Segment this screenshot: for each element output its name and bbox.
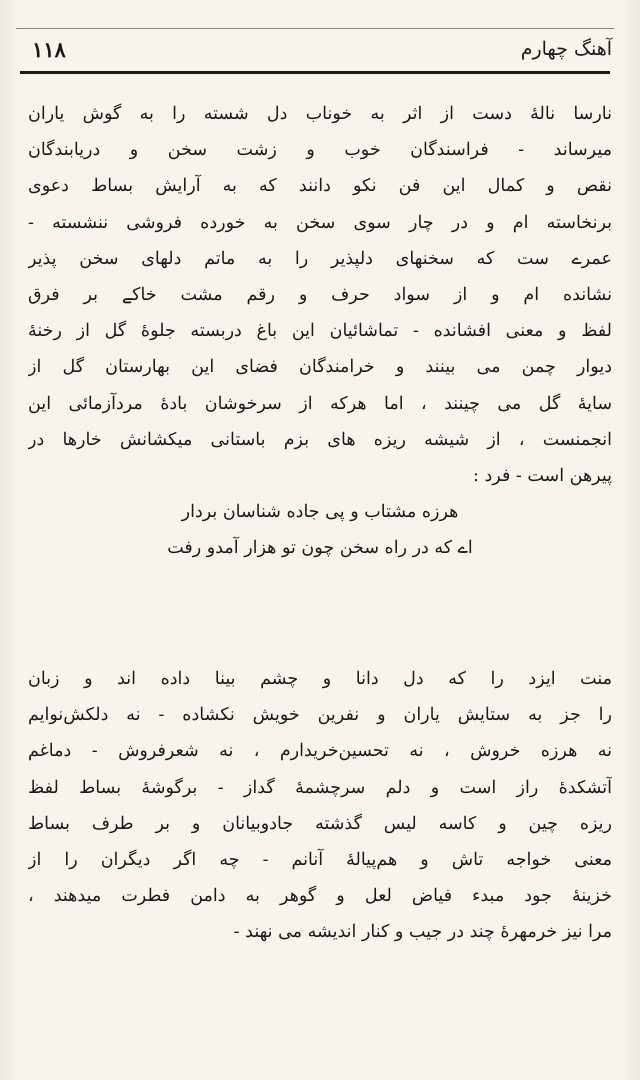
text-line: انجمنست ، از شیشه ریزه های بزم باستانی میکشانش خارها در [28, 429, 612, 450]
header-rule [20, 71, 610, 74]
verse-line: اے که در راه سخن چون تو هزار آمدو رفت [167, 538, 473, 559]
text-line: عمرے ست که سخنهای دلپذیر را به ماتم دلهای سخن پذیر [28, 248, 612, 269]
text-line: دیوار چمن می بینند و خرامندگان فضای این بهارستان گل از [28, 357, 612, 378]
text-line: پیرهن است - فرد : [473, 465, 612, 486]
text-line: نارسا نالهٔ دست از اثر به خوناب دل شسته را به گوش یاران [28, 104, 612, 124]
text-line: نشانده ام و از سواد حرف و رقم مشت خاکے بر فرق [28, 284, 612, 305]
top-edge-rule [16, 28, 614, 29]
text-line: میرساند - فراسندگان خوب و زشت سخن و دریابندگان [28, 140, 612, 161]
text-line: نه هرزه خروش ، نه تحسین‌خریدارم ، نه شعرفروش - دماغم [28, 741, 612, 762]
running-title: آهنگ چهارم [520, 38, 612, 60]
paragraph-2 [28, 661, 612, 951]
text-line: برنخاسته ام و در چار سوی سخن به خورده فروشی ننشسته - [28, 212, 612, 233]
text-line: لفظ و معنی افشانده - تماشائیان این باغ دربسته جلوهٔ گل از رخنهٔ [28, 321, 612, 342]
page-header [24, 34, 612, 70]
verse-line: هرزه مشتاب و پی جاده شناسان بردار [181, 502, 459, 523]
text-line: مرا نیز خرمهرهٔ چند در جیب و کنار اندیشه می نهند - [233, 922, 612, 943]
text-line: سایهٔ گل می چینند ، اما هرکه از سرخوشان بادهٔ مردآزمائی این [28, 393, 612, 414]
paragraph-1 [28, 96, 612, 566]
text-line: ریزه چین و کاسه لیس گذشته جادوبیانان و بر طرف بساط [28, 813, 612, 834]
text-line: را جز به ستایش یاران و نفرین خویش نکشاده - نه دلکش‌نوایم [28, 705, 612, 726]
text-line: خزینهٔ جود مبدء فیاض لعل و گوهر به دامن فطرت میدهند ، [28, 886, 612, 907]
page-number: ۱۱۸ [32, 37, 66, 62]
text-line: معنی خواجه تاش و هم‌پیالهٔ آنانم - چه اگر دیگران را از [28, 849, 612, 870]
text-line: آتشکدهٔ راز است و دلم سرچشمهٔ گداز - برگوشهٔ بساط لفظ [28, 777, 612, 798]
text-line: منت ایزد را که دل دانا و چشم بینا داده اند و زبان [28, 669, 612, 689]
text-line: نقص و کمال این فن نکو دانند که به آرایش بساط دعوی [28, 176, 612, 197]
